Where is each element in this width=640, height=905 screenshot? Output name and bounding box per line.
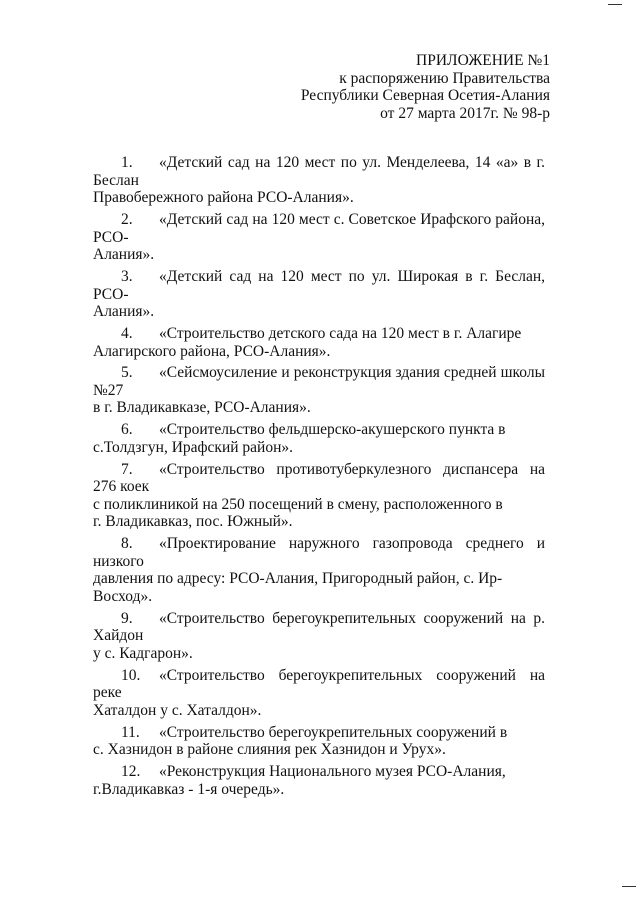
list-item [93,667,545,720]
project-list [93,154,545,802]
list-item-text-continued: с.Толдзгун, Ирафский район». [93,438,294,456]
list-item-text-continued: г. Владикавказ, пос. Южный». [93,513,293,531]
scan-mark-bottom [622,886,636,887]
list-item-number: 3. [121,267,133,285]
appendix-government: Республики Северная Осетия-Алания [300,87,550,104]
list-item-text: «Строительство детского сада на 120 мест в г. Алагире [159,324,522,342]
list-item-text: «Строительство берегоукрепительных сооружений на реке [93,666,545,702]
list-item-text-continued: Алания». [93,246,155,264]
list-item-number: 6. [121,421,133,439]
list-item [93,154,545,207]
list-item [93,364,545,417]
list-item-text: «Реконструкция Национального музея РСО-Алания, [159,763,506,781]
list-item-number: 9. [121,609,133,627]
appendix-title: ПРИЛОЖЕНИЕ №1 [416,52,550,69]
list-item [93,325,545,360]
list-item-number: 4. [121,324,133,342]
appendix-date: от 27 марта 2017г. № 98-р [380,104,550,122]
list-item-number: 1. [121,154,133,171]
list-item-text: «Строительство противотуберкулезного диспансера на 276 коек [93,460,545,496]
list-item-text: «Проектирование наружного газопровода среднего и низкого [93,535,545,570]
appendix-header [301,52,550,122]
list-item-text: «Детский сад на 120 мест по ул. Широкая в г. Беслан, РСО- [93,267,545,303]
list-item [93,461,545,531]
list-item-text-continued: у с. Кадгарон». [93,644,193,662]
list-item-text: «Детский сад на 120 мест с. Советское Ирафского района, РСО- [93,210,545,246]
appendix-reference: к распоряжению Правительства [339,69,550,87]
list-item-number: 11. [121,723,140,741]
list-item [93,268,545,321]
list-item-number: 10. [121,666,141,684]
list-item-number: 8. [121,535,133,553]
list-item-number: 2. [121,210,133,228]
list-item [93,724,545,759]
list-item-number: 12. [121,763,141,781]
list-item-number: 5. [121,364,133,382]
list-item-number: 7. [121,460,133,478]
list-item-text-continued: с поликлиникой на 250 посещений в смену, расположенного в [93,495,503,513]
list-item-text-continued: с. Хазнидон в районе слияния рек Хазнидон и Урух». [93,741,446,759]
list-item-text-continued: давления по адресу: РСО-Алания, Пригородный район, с. Ир-Восход». [93,570,503,605]
list-item [93,421,545,456]
scan-mark-top [608,4,622,5]
list-item-text: «Детский сад на 120 мест по ул. Менделеева, 14 «а» в г. Беслан [93,154,545,189]
list-item-text-continued: г.Владикавказ - 1-я очередь». [93,780,285,798]
list-item-text: «Сейсмоусиление и реконструкция здания средней школы №27 [93,364,545,399]
list-item [93,763,545,798]
list-item [93,211,545,264]
list-item-text: «Строительство фельдшерско-акушерского пункта в [159,421,506,439]
list-item [93,535,545,605]
list-item-text: «Строительство берегоукрепительных сооружений на р. Хайдон [93,609,545,645]
list-item-text-continued: Правобережного района РСО-Алания». [93,189,354,207]
list-item-text-continued: Хаталдон у с. Хаталдон». [93,701,262,719]
list-item-text-continued: Алагирского района, РСО-Алания». [93,342,331,360]
list-item-text: «Строительство берегоукрепительных сооружений в [159,723,508,741]
list-item-text-continued: в г. Владикавказе, РСО-Алания». [93,399,311,417]
list-item-text-continued: Алания». [93,303,155,321]
list-item [93,610,545,663]
